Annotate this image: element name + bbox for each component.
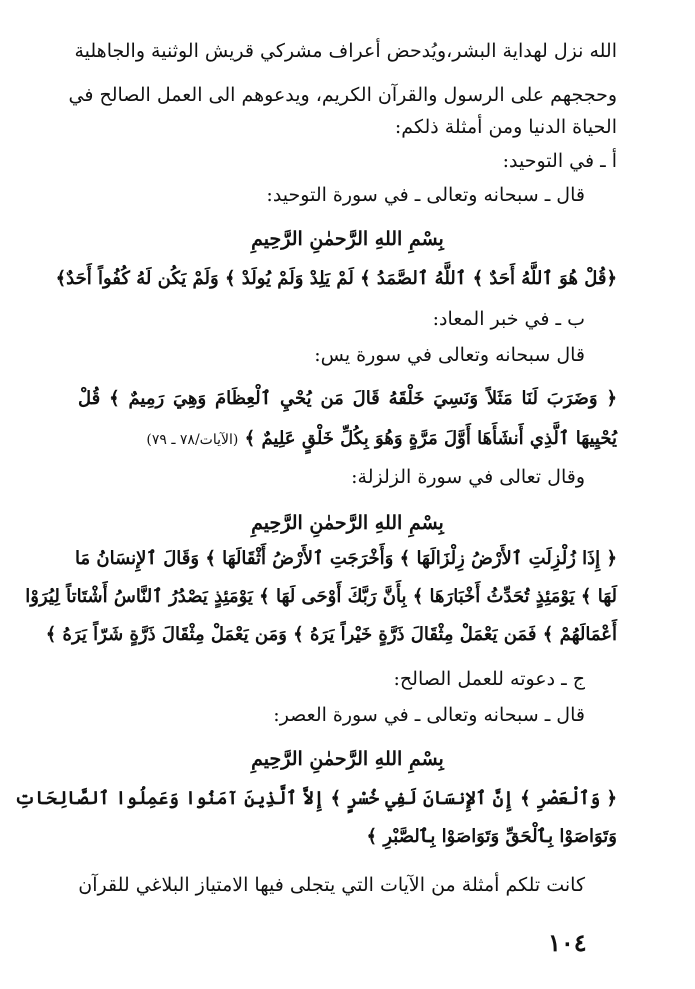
paragraph-line-1: الله نزل لهداية البشر،ويُدحض أعراف مشركي قريش الوثنية والجاهلية — [74, 40, 617, 62]
paragraph-line-2: وحججهم على الرسول والقرآن الكريم، ويدعوهم الى العمل الصالح في — [68, 84, 617, 106]
bismillah-1: بِسْمِ اللهِ الرَّحمٰنِ الرَّحِيمِ — [251, 228, 444, 250]
bismillah-2: بِسْمِ اللهِ الرَّحمٰنِ الرَّحِيمِ — [251, 512, 444, 534]
verse-yasin-line-1: ﴿ وَضَرَبَ لَنَا مَثَلاً وَنَسِيَ خَلْقَهُ قَالَ مَن يُحْيِ ٱلْعِظَامَ وَهِيَ رَمِيمٌ ﴾ قُلْ — [78, 388, 617, 409]
page-number: ١٠٤ — [548, 928, 587, 957]
verse-yasin-line-2 — [78, 424, 617, 455]
section-b-intro-2: وقال تعالى في سورة الزلزلة: — [351, 466, 585, 488]
section-b-heading: ب ـ في خبر المعاد: — [432, 308, 585, 330]
closing-line: كانت تلكم أمثلة من الآيات التي يتجلى فيها الامتياز البلاغي للقرآن — [78, 874, 585, 896]
verse-asr-line-2: وَتَوَاصَوْا بِٱلْحَقِّ وَتَوَاصَوْا بِٱلصَّبْرِ ﴾ — [366, 826, 617, 847]
section-c-heading: ج ـ دعوته للعمل الصالح: — [393, 668, 585, 690]
verse-asr-line-1: ﴿ وَٱلْعَصْرِ ﴾ إِنَّ ٱلإِنسَانَ لَفِي خُسْرٍ ﴾ إِلاَّ ٱلَّذِينَ آمَنُوا وَعَمِلُوا ٱلصَّالِحَاتِ — [14, 788, 617, 809]
section-b-intro: قال سبحانه وتعالى في سورة يس: — [314, 344, 585, 366]
verse-zalzala-line-3: أَعْمَالَهُمْ ﴾ فَمَن يَعْمَلْ مِثْقَالَ ذَرَّةٍ خَيْراً يَرَهُ ﴾ وَمَن يَعْمَلْ مِثْقَالَ ذَرَّةٍ شَرّاً يَرَهُ ﴾ — [45, 624, 617, 645]
verse-tawhid: ﴿قُلْ هُوَ ٱللَّهُ أَحَدٌ ﴾ ٱللَّهُ ٱلصَّمَدُ ﴾ لَمْ يَلِدْ وَلَمْ يُولَدْ ﴾ وَلَمْ يَكُن لَهُ كُفُواً أَحَدٌ﴾ — [55, 268, 617, 289]
section-c-intro: قال ـ سبحانه وتعالى ـ في سورة العصر: — [273, 704, 585, 726]
section-a-intro: قال ـ سبحانه وتعالى ـ في سورة التوحيد: — [266, 184, 585, 206]
verse-reference: (الآيات/٧٨ ـ ٧٩) — [146, 432, 239, 448]
verse-zalzala-line-1: ﴿ إِذَا زُلْزِلَتِ ٱلأَرْضُ زِلْزَالَهَا ﴾ وَأَخْرَجَتِ ٱلأَرْضُ أَثْقَالَهَا ﴾ وَقَالَ ٱلإِنسَانُ مَا — [74, 548, 617, 569]
section-a-heading: أ ـ في التوحيد: — [502, 150, 617, 172]
bismillah-3: بِسْمِ اللهِ الرَّحمٰنِ الرَّحِيمِ — [251, 748, 444, 770]
paragraph-line-3: الحياة الدنيا ومن أمثلة ذلكم: — [394, 116, 617, 138]
verse-yasin-text: يُحْيِيهَا ٱلَّذِي أَنشَأَهَا أَوَّلَ مَرَّةٍ وَهُوَ بِكُلِّ خَلْقٍ عَلِيمٌ ﴾ — [244, 428, 617, 449]
verse-zalzala-line-2: لَهَا ﴾ يَوْمَئِذٍ تُحَدِّثُ أَخْبَارَهَا ﴾ بِأَنَّ رَبَّكَ أَوْحَى لَهَا ﴾ يَوْمَئِذٍ يَصْدُرُ ٱلنَّاسُ أَشْتَاتاً لِيُرَوْا — [25, 586, 617, 607]
